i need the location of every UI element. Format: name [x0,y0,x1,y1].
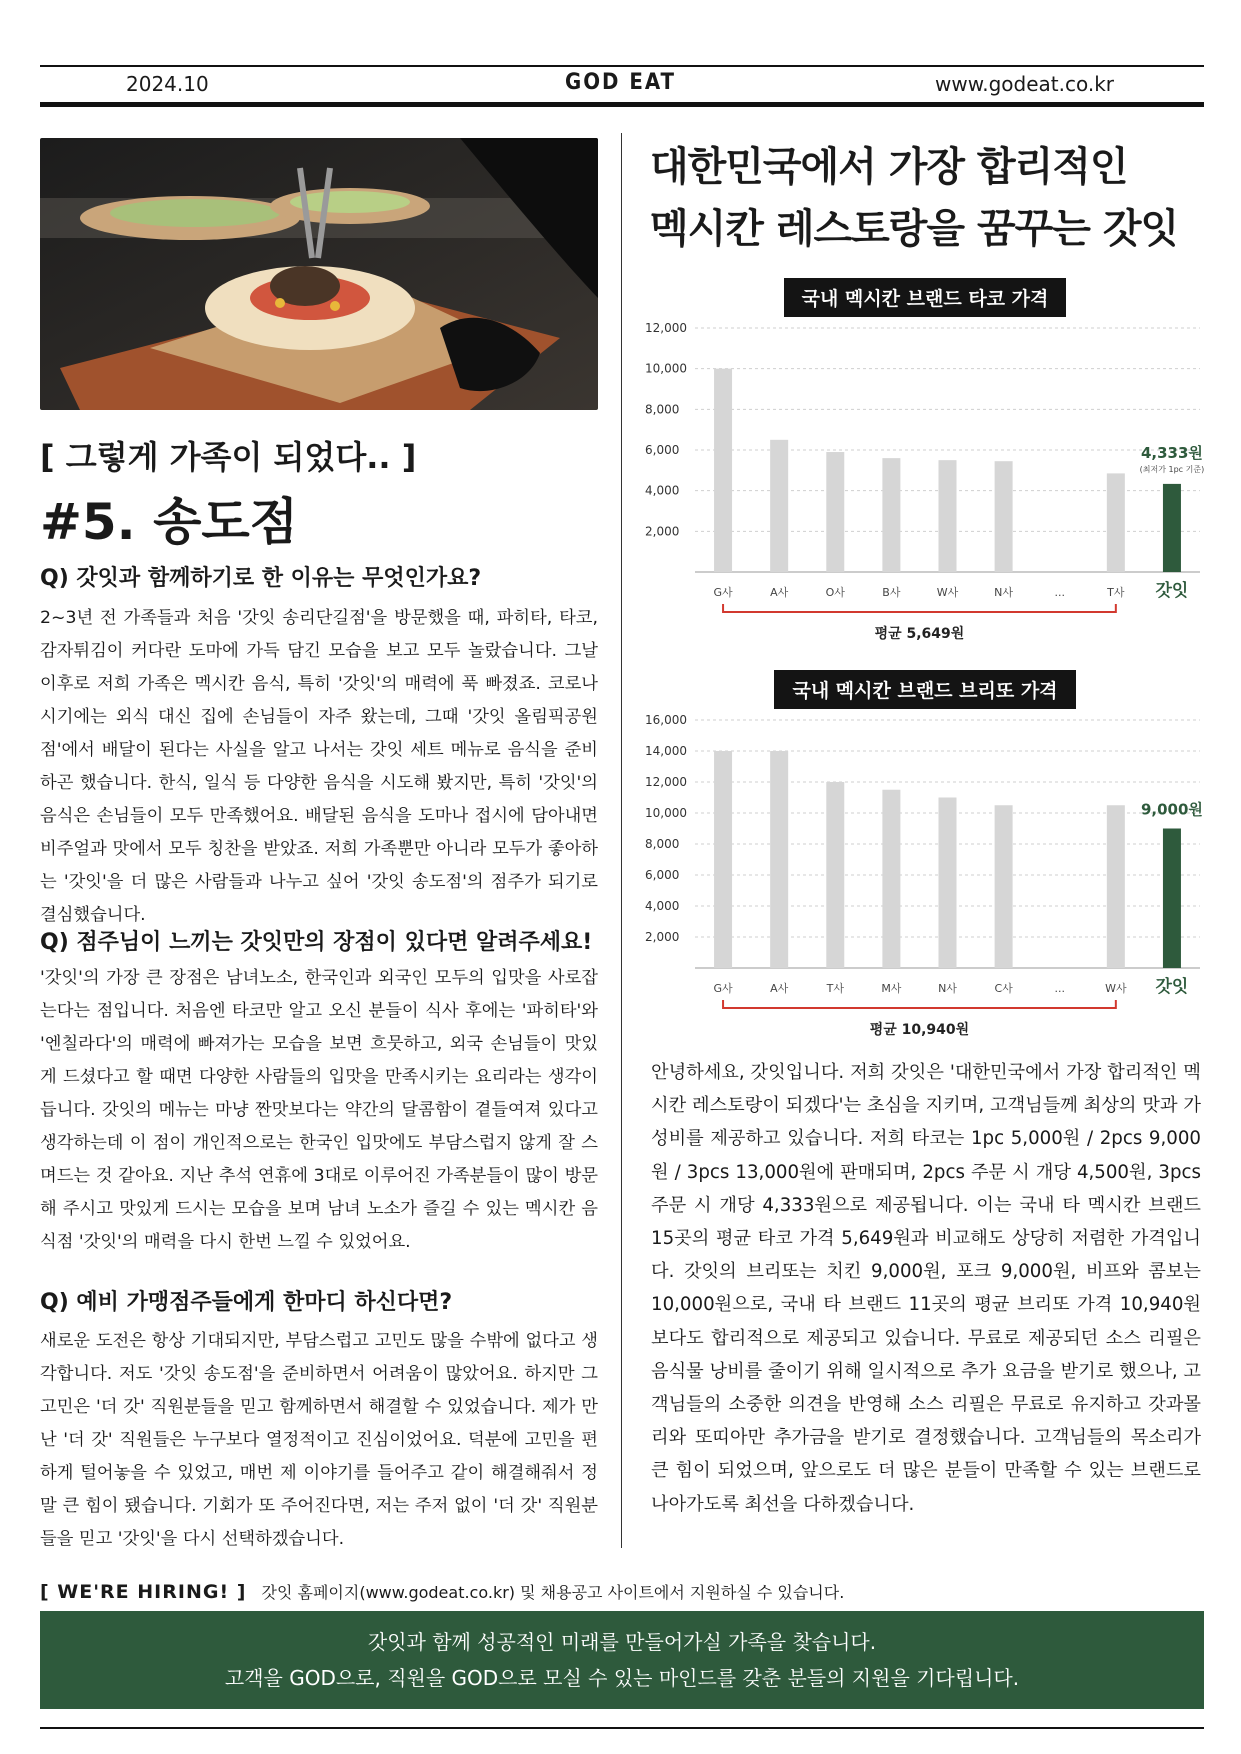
x-tick-label: O사 [825,586,845,599]
average-label: 평균 5,649원 [874,626,965,642]
y-tick-label: 8,000 [645,837,680,851]
header-bottom-rule [40,102,1204,107]
question-3: Q) 예비 가맹점주들에게 한마디 하신다면? [40,1290,453,1315]
highlight-bar [1163,829,1181,969]
y-tick-label: 6,000 [645,868,680,882]
y-tick-label: 2,000 [645,524,680,539]
x-tick-label: W사 [1105,982,1127,995]
highlight-note: (최저가 1pc 기준) [1139,464,1205,474]
highlight-bar [1163,484,1181,572]
x-tick-label: T사 [826,982,844,995]
x-tick-label: ... [1054,982,1065,995]
x-tick-label: N사 [994,586,1014,599]
food-photo [40,138,598,410]
x-tick-label: 갓잇 [1155,977,1189,997]
y-tick-label: 16,000 [645,713,687,727]
bar [882,458,900,572]
x-tick-label: M사 [881,982,902,995]
average-label: 평균 10,940원 [869,1022,970,1038]
x-tick-label: C사 [994,982,1013,995]
bar [1107,473,1125,572]
burrito-chart-svg [645,712,1205,1042]
x-tick-label: 갓잇 [1155,581,1189,601]
answer-3: 새로운 도전은 항상 기대되지만, 부담스럽고 고민도 많을 수밖에 없다고 생각합니다. 저도 '갓잇 송도점'을 준비하면서 어려움이 많았어요. 하지만 그 고민은 '더 갓' 직원분들을 믿고 함께하면서 해결할 수 있었습니다. 제가 만난 '더 갓' 직원들은 누구보다 열정적이고 진심이었어요. 덕분에 고민을 편하게 털어놓을 수 있었고, 매번 제 이야기를 들어주고 같이 해결해줘서 정말 큰 힘이 됐습니다. 기회가 또 주어진다면, 저는 주저 없이 '더 갓' 직원분들을 믿고 '갓잇'을 다시 선택하겠습니다. [40,1331,598,1549]
issue-date: 2024.10 [126,72,209,96]
x-tick-label: G사 [713,982,733,995]
hiring-text: 갓잇 홈페이지(www.godeat.co.kr) 및 채용공고 사이트에서 지원하실 수 있습니다. [261,1583,845,1602]
bar [939,798,957,969]
answer-1: 2~3년 전 가족들과 처음 '갓잇 송리단길점'을 방문했을 때, 파히타, 타코, 감자튀김이 커다란 도마에 가득 담긴 모습을 보고 모두 놀랐습니다. 그날 이후로 저희 가족은 멕시칸 음식, 특히 '갓잇'의 매력에 푹 빠졌죠. 코로나 시기에는 외식 대신 집에 손님들이 자주 왔는데, 그때 '갓잇 올림픽공원점'에서 배달이 된다는 사실을 알고 나서는 갓잇 세트 메뉴로 음식을 준비하곤 했습니다. 한식, 일식 등 다양한 음식을 시도해 봤지만, 특히 '갓잇'의 음식은 손님들이 모두 만족했어요. 배달된 음식을 도마나 접시에 담아내면 비주얼과 맛에서 모두 칭찬을 받았죠. 저희 가족뿐만 아니라 모두가 좋아하는 '갓잇'을 더 많은 사람들과 나누고 싶어 '갓잇 송도점'의 점주가 되기로 결심했습니다. [40,608,598,925]
x-tick-label: A사 [770,982,789,995]
y-tick-label: 2,000 [645,930,680,944]
x-tick-label: G사 [713,586,733,599]
burrito-chart [645,670,1205,1045]
answer-2: '갓잇'의 가장 큰 장점은 남녀노소, 한국인과 외국인 모두의 입맛을 사로잡는다는 점입니다. 처음엔 타코만 알고 오신 분들이 식사 후에는 '파히타'와 '엔칠라다'의 매력에 빠져가는 모습을 보면 흐뭇하고, 외국 손님들이 맛있게 드셨다고 할 때면 다양한 사람들의 입맛을 만족시키는 요리라는 생각이 듭니다. 갓잇의 메뉴는 마냥 짠맛보다는 약간의 달콤함이 곁들여져 있다고 생각하는데 이 점이 개인적으로는 한국인 입맛에도 부담스럽지 않게 잘 스며드는 것 같아요. 지난 추석 연휴에 3대로 이루어진 가족분들이 많이 방문해 주시고 맛있게 드시는 모습을 보며 남녀 노소가 즐길 수 있는 멕시칸 음식점 '갓잇'의 매력을 다시 한번 느낄 수 있었어요. [40,968,598,1252]
taco-chart-svg [645,320,1205,645]
taco-chart-title: 국내 멕시칸 브랜드 타코 가격 [784,278,1067,317]
y-tick-label: 12,000 [645,775,687,789]
bar [826,452,844,572]
y-tick-label: 10,000 [645,806,687,820]
bar [995,461,1013,572]
bar [770,751,788,968]
bar [770,440,788,572]
x-tick-label: A사 [770,586,789,599]
section-kicker: [ 그렇게 가족이 되었다.. ] [40,438,417,476]
burrito-chart-title: 국내 멕시칸 브랜드 브리또 가격 [774,670,1075,709]
x-tick-label: ... [1054,586,1065,599]
highlight-value-label: 4,333원 [1140,443,1203,462]
y-tick-label: 12,000 [645,321,687,335]
bar [882,790,900,968]
bar [714,751,732,968]
x-tick-label: W사 [936,586,959,599]
headline-line-2: 멕시칸 레스토랑을 꿈꾸는 갓잇 [650,206,1179,252]
y-tick-label: 4,000 [645,483,680,498]
bar [995,805,1013,968]
column-divider [621,133,622,1548]
y-tick-label: 8,000 [645,402,680,417]
average-bracket [723,1000,1116,1008]
y-tick-label: 10,000 [645,361,687,376]
y-tick-label: 14,000 [645,744,687,758]
headline-line-1: 대한민국에서 가장 합리적인 [650,144,1128,190]
x-tick-label: B사 [882,586,901,599]
recruit-banner [40,1611,1204,1709]
bar [826,782,844,968]
store-title: #5. 송도점 [40,493,298,551]
banner-line-1: 갓잇과 함께 성공적인 미래를 만들어가실 가족을 찾습니다. [367,1630,877,1654]
y-tick-label: 4,000 [645,899,680,913]
bar [939,460,957,572]
hiring-tag: [ WE'RE HIRING! ] [40,1581,247,1603]
footer-bottom-rule [40,1727,1204,1729]
y-tick-label: 6,000 [645,443,680,457]
brand-logo: GOD EAT [564,70,677,95]
question-2: Q) 점주님이 느끼는 갓잇만의 장점이 있다면 알려주세요! [40,930,593,955]
highlight-value-label: 9,000원 [1140,800,1203,819]
question-1: Q) 갓잇과 함께하기로 한 이유는 무엇인가요? [40,566,482,591]
average-bracket [723,604,1116,612]
x-tick-label: T사 [1107,586,1125,599]
taco-chart [645,278,1205,648]
bar [714,369,732,572]
x-tick-label: N사 [938,982,957,995]
banner-line-2: 고객을 GOD으로, 직원을 GOD으로 모실 수 있는 마인드를 갖춘 분들의 지원을 기다립니다. [224,1666,1020,1690]
header-top-rule [40,65,1204,67]
brand-story-body: 안녕하세요, 갓잇입니다. 저희 갓잇은 '대한민국에서 가장 합리적인 멕시칸 레스토랑이 되겠다'는 초심을 지키며, 고객님들께 최상의 맛과 가성비를 제공하고 있습니다. 저희 타코는 1pc 5,000원 / 2pcs 9,000원 / 3pcs 13,000원에 판매되며, 2pcs 주문 시 개당 4,500원, 3pcs 주문 시 개당 4,333원으로 제공됩니다. 이는 국내 타 멕시칸 브랜드 15곳의 평균 타코 가격 5,649원과 비교해도 상당히 저렴한 가격입니다. 갓잇의 브리또는 치킨 9,000원, 포크 9,000원, 비프와 콤보는 10,000원으로, 국내 타 브랜드 11곳의 평균 브리또 가격 10,940원보다도 합리적으로 제공되고 있습니다. 무료로 제공되던 소스 리필은 음식물 낭비를 줄이기 위해 일시적으로 추가 요금을 받기로 했으나, 고객님들의 소중한 의견을 반영해 소스 리필은 무료로 유지하고 갓과몰리와 또띠아만 추가금을 받기로 결정했습니다. 고객님들의 목소리가 큰 힘이 되었으며, 앞으로도 더 많은 분들이 만족할 수 있는 브랜드로 나아가도록 최선을 다하겠습니다. [651,1062,1201,1515]
hiring-notice [40,1580,844,1603]
main-headline [650,136,1178,260]
bar [1107,805,1125,968]
website-url[interactable]: www.godeat.co.kr [935,72,1115,96]
